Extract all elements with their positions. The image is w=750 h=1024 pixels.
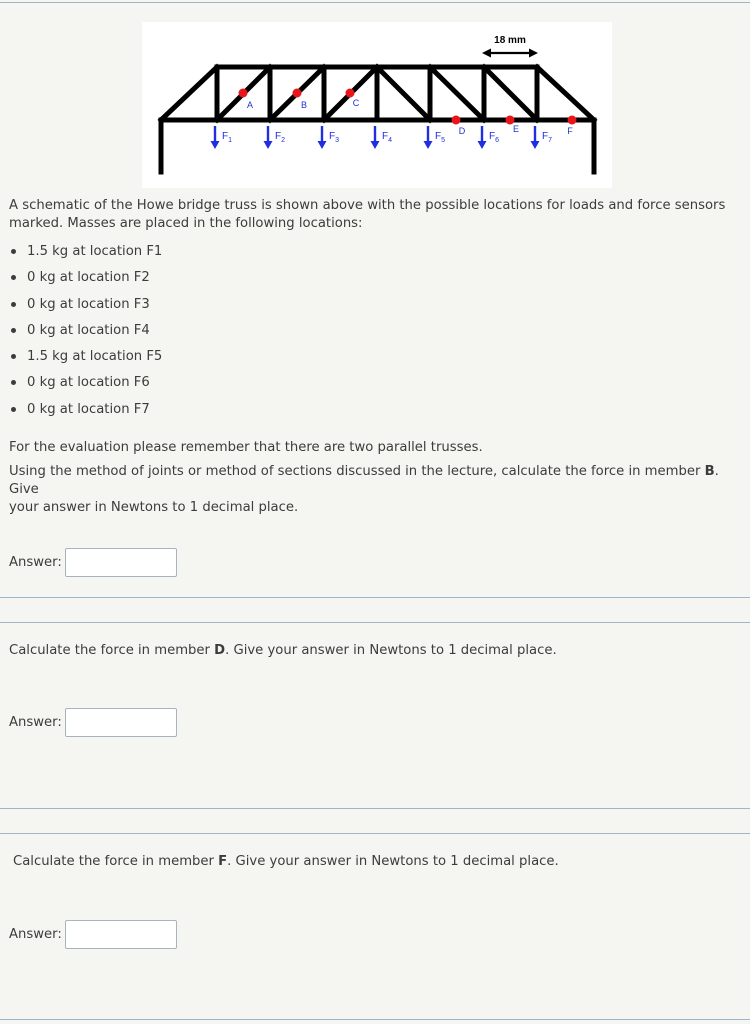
howe-truss-figure xyxy=(142,22,612,188)
question-1-line-2: your answer in Newtons to 1 decimal place. xyxy=(9,500,299,515)
load-label-f4: $F_4$ xyxy=(382,131,393,144)
list-item: 0 kg at location F7 xyxy=(9,401,162,427)
question-3-member: F xyxy=(218,854,228,869)
sensor-label-a: A xyxy=(246,100,254,110)
list-item: 0 kg at location F4 xyxy=(9,322,162,348)
question-1-divider xyxy=(0,597,750,598)
bottom-divider xyxy=(0,1019,750,1020)
question-2-top-divider xyxy=(0,622,750,623)
load-label-f3: $F_3$ xyxy=(329,131,340,144)
top-divider xyxy=(0,2,750,3)
dimension-arrow xyxy=(482,49,538,58)
intro-text xyxy=(9,197,729,233)
list-item: 1.5 kg at location F5 xyxy=(9,348,162,374)
question-1-line-1: Using the method of joints or method of sections discussed in the lecture, calculate the force in member B. Give xyxy=(9,464,719,497)
intro-line-2: marked. Masses are placed in the following locations: xyxy=(9,216,363,231)
answer-1-input[interactable] xyxy=(65,548,177,577)
question-2-divider xyxy=(0,808,750,809)
question-1-text xyxy=(9,463,729,517)
load-label-f2: $F_2$ xyxy=(275,131,286,144)
intro-line-1: A schematic of the Howe bridge truss is shown above with the possible locations for loads and force sensors xyxy=(9,198,726,213)
list-item: 0 kg at location F6 xyxy=(9,374,162,400)
answer-1-label: Answer: xyxy=(9,555,62,570)
sensor-a-marker xyxy=(239,89,248,98)
load-arrow-f4 xyxy=(371,126,380,149)
mass-list xyxy=(9,243,162,427)
answer-3-label: Answer: xyxy=(9,927,62,942)
load-arrow-f6 xyxy=(478,126,487,149)
sensor-c-marker xyxy=(346,89,355,98)
sensor-f-marker xyxy=(568,116,577,125)
load-arrow-f2 xyxy=(264,126,273,149)
question-3-text: Calculate the force in member F. Give your answer in Newtons to 1 decimal place. xyxy=(13,854,559,869)
load-label-f1: $F_1$ xyxy=(222,131,233,144)
load-label-f5: $F_5$ xyxy=(435,131,446,144)
list-item: 0 kg at location F3 xyxy=(9,296,162,322)
sensor-label-d: D xyxy=(458,126,466,136)
sensor-label-c: C xyxy=(352,98,360,108)
question-3-top-divider xyxy=(0,833,750,834)
sensor-d-marker xyxy=(452,116,461,125)
load-label-f6: $F_6$ xyxy=(489,131,500,144)
answer-3-input[interactable] xyxy=(65,920,177,949)
truss-members xyxy=(161,67,594,172)
list-item: 0 kg at location F2 xyxy=(9,269,162,295)
load-label-f7: $F_7$ xyxy=(542,131,553,144)
sensor-label-e: E xyxy=(512,124,520,134)
load-arrow-f5 xyxy=(424,126,433,149)
truss-diagram xyxy=(142,22,612,188)
question-2-member: D xyxy=(214,643,226,658)
answer-2-label: Answer: xyxy=(9,715,62,730)
question-2-text: Calculate the force in member D. Give your answer in Newtons to 1 decimal place. xyxy=(9,643,557,658)
sensor-label-f: F xyxy=(567,126,573,136)
parallel-truss-note: For the evaluation please remember that there are two parallel trusses. xyxy=(9,440,483,455)
load-arrow-f7 xyxy=(531,126,540,149)
sensor-label-b: B xyxy=(300,100,308,110)
list-item: 1.5 kg at location F1 xyxy=(9,243,162,269)
load-arrow-f3 xyxy=(318,126,327,149)
question-1-member: B xyxy=(704,464,715,479)
dimension-label: 18 mm xyxy=(494,35,526,46)
answer-2-input[interactable] xyxy=(65,708,177,737)
load-arrow-f1 xyxy=(211,126,220,149)
sensor-b-marker xyxy=(293,89,302,98)
